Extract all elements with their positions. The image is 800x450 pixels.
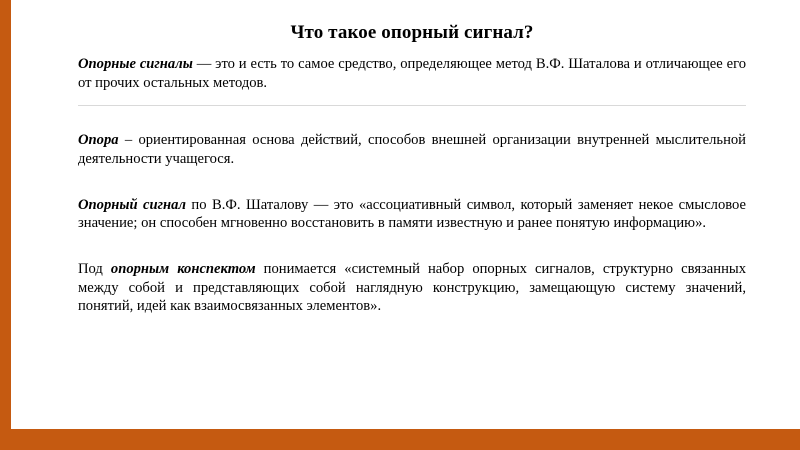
paragraph-2-lead: Опора — [78, 132, 119, 149]
paragraph-4-body: понимается «системный набор опорных сигналов, структурно связанных между собой и представляющих собой наглядную конструкцию, замещающую систему значений, понятий, идей как взаимосвязанных элементов». — [78, 261, 746, 315]
paragraph-2 — [78, 131, 746, 168]
spacer-1 — [78, 106, 746, 131]
paragraph-1-body: — это и есть то самое средство, определяющее метод В.Ф. Шаталова и отличающее его от прочих остальных методов. — [78, 56, 746, 91]
paragraph-3-body: по В.Ф. Шаталову — это «ассоциативный символ, который заменяет некое смысловое значение; он способен мгновенно восстановить в памяти известную и ранее понятую информацию». — [78, 196, 746, 232]
paragraph-1 — [78, 55, 746, 92]
slide-content — [78, 22, 746, 316]
bottom-accent-bar — [0, 429, 800, 450]
page-title: Что такое опорный сигнал? — [290, 22, 534, 43]
paragraph-3-lead: Опорный сигнал — [78, 196, 186, 213]
paragraph-4 — [78, 260, 746, 316]
paragraph-1-lead: Опорные сигналы — [78, 56, 193, 72]
left-accent-bar — [0, 0, 11, 450]
paragraph-3 — [78, 196, 746, 233]
paragraph-2-body: – ориентированная основа действий, способов внешней организации внутренней мыслительной деятельности учащегося. — [78, 132, 746, 168]
spacer-3 — [78, 233, 746, 260]
spacer-2 — [78, 169, 746, 196]
paragraph-4-prefix: Под — [78, 261, 111, 278]
paragraph-4-lead: опорным конспектом — [110, 261, 256, 278]
